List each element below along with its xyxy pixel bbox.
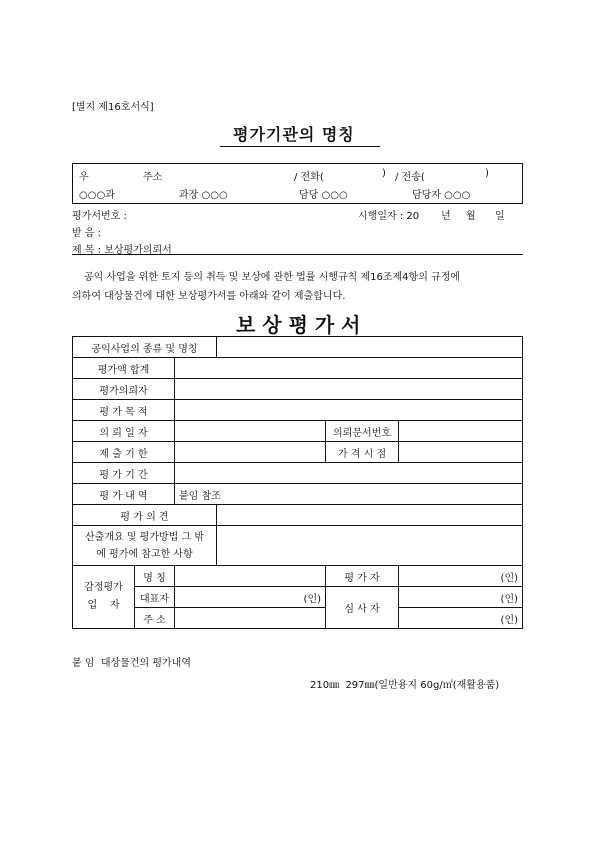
table-row xyxy=(73,484,523,505)
notes-label-line-1: 산출개요 및 평가방법 그 밖 xyxy=(85,531,204,543)
recipient-label: 받 음 : xyxy=(72,228,102,239)
department: ○○○과 xyxy=(79,190,115,201)
table-row xyxy=(73,358,523,379)
eval-period-value xyxy=(175,463,523,484)
appraiser-label-line-2: 업 자 xyxy=(87,600,120,611)
table-row xyxy=(73,566,523,587)
opinion-label: 평 가 의 견 xyxy=(73,505,217,526)
title-underline xyxy=(220,146,380,147)
table-row xyxy=(73,526,523,566)
requester-value xyxy=(175,379,523,400)
eval-number-label: 평가서번호 : xyxy=(72,211,127,222)
in-charge: 담당 ○○○ xyxy=(299,190,348,201)
project-name-label: 공익사업의 종류 및 명칭 xyxy=(73,337,217,358)
notes-value xyxy=(217,526,523,566)
representative-seal: (인) xyxy=(175,587,326,608)
reviewer-label: 심 사 자 xyxy=(326,587,399,629)
appraiser-label xyxy=(73,566,135,629)
attachment-note: 붙 임 대상물건의 평가내역 xyxy=(72,658,191,669)
table-row xyxy=(73,442,523,463)
project-name-value xyxy=(217,337,523,358)
table-row xyxy=(73,463,523,484)
subject-underline xyxy=(72,254,523,255)
appraiser-label-line-1: 감정평가 xyxy=(84,582,123,593)
representative-label: 대표자 xyxy=(135,587,175,608)
year-label: 년 xyxy=(441,211,451,222)
evaluator-seal: (인) xyxy=(399,566,523,587)
month-label: 월 xyxy=(466,211,476,222)
body-line-2: 의하여 대상물건에 대한 보상평가서를 아래와 같이 제출합니다. xyxy=(72,291,346,302)
fax-close: ) xyxy=(485,168,489,179)
request-date-value xyxy=(175,421,326,442)
reviewer-seal-2: (인) xyxy=(399,608,523,629)
deadline-label: 제 출 기 한 xyxy=(73,442,175,463)
total-amount-label: 평가액 합계 xyxy=(73,358,175,379)
eval-details-value: 붙임 참조 xyxy=(175,484,523,505)
request-doc-no-value xyxy=(399,421,523,442)
price-time-label: 가 격 시 점 xyxy=(326,442,399,463)
eval-details-label: 평 가 내 역 xyxy=(73,484,175,505)
table-row xyxy=(73,400,523,421)
deadline-value xyxy=(175,442,326,463)
eval-period-label: 평 가 기 간 xyxy=(73,463,175,484)
table-row xyxy=(73,337,523,358)
total-amount-value xyxy=(175,358,523,379)
table-row xyxy=(73,505,523,526)
form-number-label: [별지 제16호서식] xyxy=(72,102,154,113)
table-row xyxy=(73,587,523,608)
section-chief: 과장 ○○○ xyxy=(179,190,228,201)
body-paragraph xyxy=(72,268,528,306)
postal-label: 우 xyxy=(79,172,89,183)
price-time-value xyxy=(399,442,523,463)
company-name-label: 명 칭 xyxy=(135,566,175,587)
appraisal-form-table xyxy=(72,336,523,629)
staff-in-charge: 담당자 ○○○ xyxy=(412,190,471,201)
document-title: 평가기관의 명칭 xyxy=(233,125,355,144)
table-row xyxy=(73,608,523,629)
agency-header-box xyxy=(72,163,523,204)
table-row xyxy=(73,421,523,442)
purpose-value xyxy=(175,400,523,421)
company-address-label: 주 소 xyxy=(135,608,175,629)
phone-close: ) xyxy=(382,168,386,179)
requester-label: 평가의뢰자 xyxy=(73,379,175,400)
notes-label xyxy=(73,526,217,566)
request-date-label: 의 뢰 일 자 xyxy=(73,421,175,442)
subject-label: 제 목 : 보상평가의뢰서 xyxy=(72,245,172,256)
notes-label-line-2: 에 평가에 참고한 사항 xyxy=(96,548,193,560)
company-address-value xyxy=(175,608,326,629)
paper-spec-footer: 210㎜ 297㎜(일반용지 60g/㎡(재활용품) xyxy=(310,680,500,691)
reviewer-seal-1: (인) xyxy=(399,587,523,608)
body-line-1: 공익 사업을 위한 토지 등의 취득 및 보상에 관한 법률 시행규칙 제16조제4항의 규정에 xyxy=(84,272,461,283)
company-name-value xyxy=(175,566,326,587)
evaluator-label: 평 가 자 xyxy=(326,566,399,587)
phone-label: / 전화( xyxy=(294,172,324,183)
purpose-label: 평 가 목 적 xyxy=(73,400,175,421)
address-label: 주소 xyxy=(143,172,163,183)
request-doc-no-label: 의뢰문서번호 xyxy=(326,421,399,442)
fax-label: / 전송( xyxy=(395,172,425,183)
opinion-value xyxy=(217,505,523,526)
issue-date-label: 시행일자 : 20 xyxy=(358,211,420,222)
report-title: 보 상 평 가 서 xyxy=(236,313,361,337)
day-label: 일 xyxy=(495,211,505,222)
table-row xyxy=(73,379,523,400)
